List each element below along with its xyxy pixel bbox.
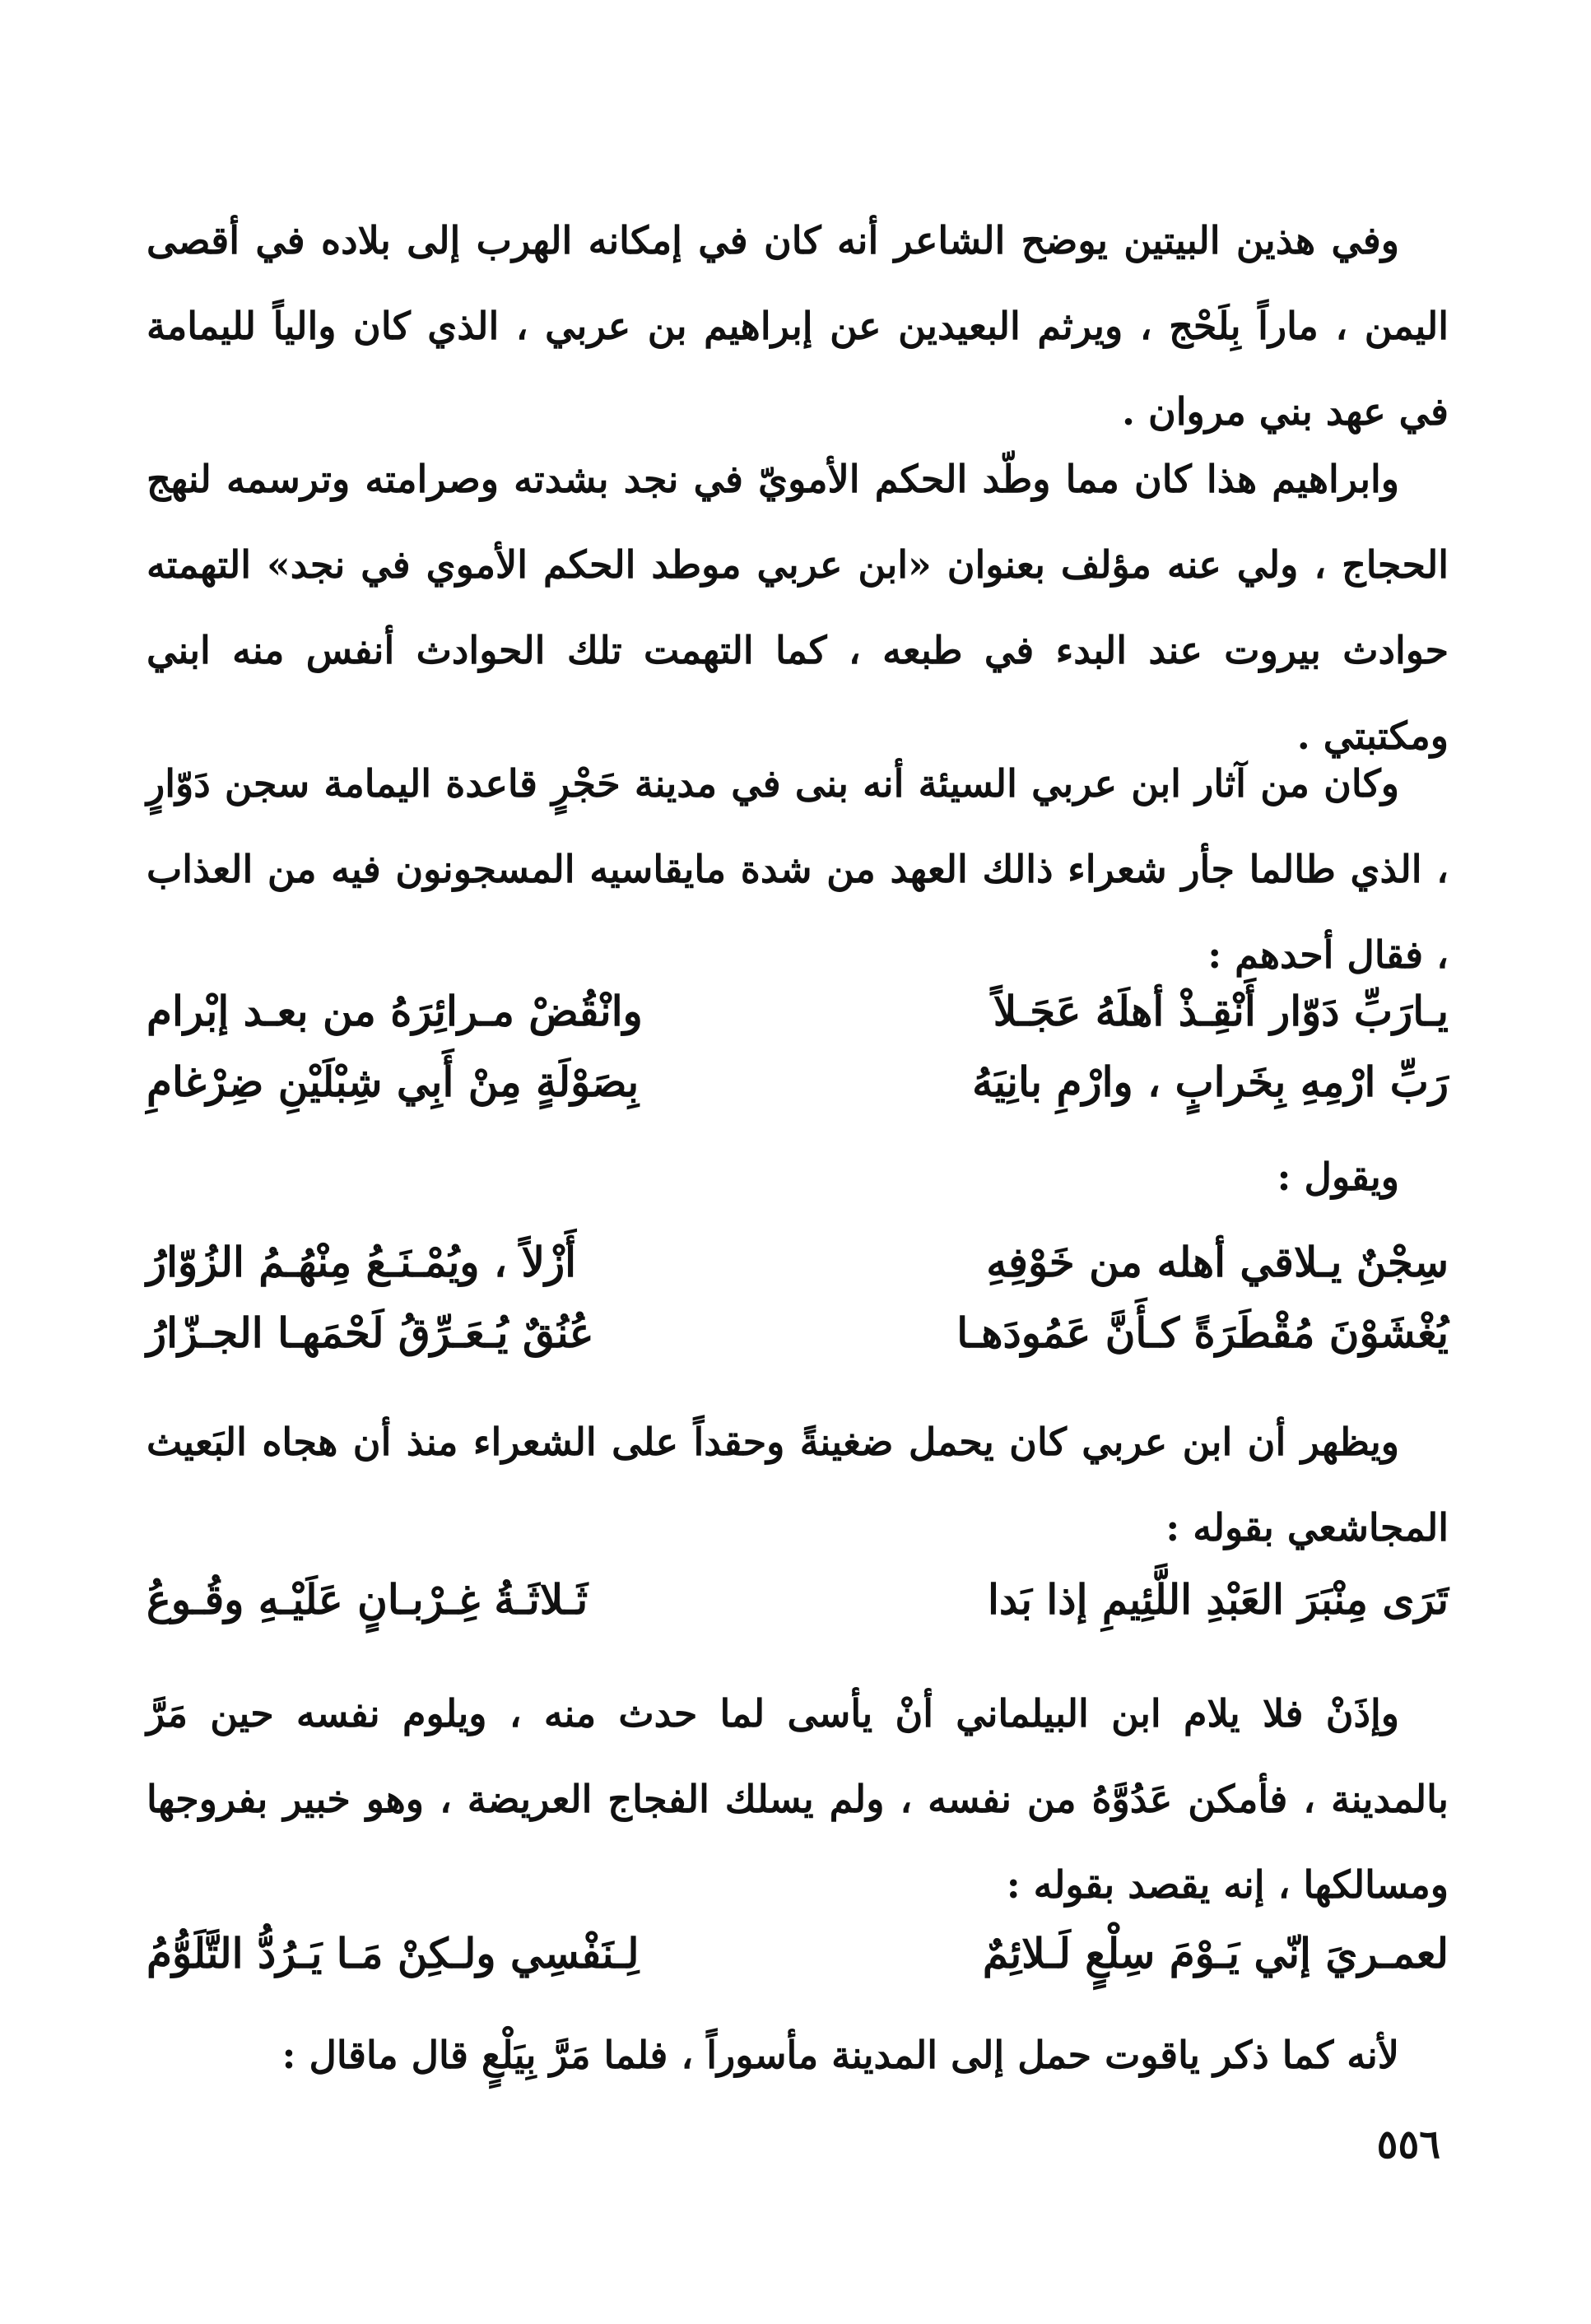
verse-intro: ويقول : [1277,1155,1399,1199]
paragraph-3: وكان من آثار ابن عربي السيئة أنه بنى في مدينة حَجْرٍ قاعدة اليمامة سجن دَوّارٍ ، الذي طالما جأر شعراء ذالك العهد من شدة مايقاسيه المسجونون فيه من العذاب ، فقال أحدهم : [147,761,1449,977]
verse-hemistich-left: لِـنَفْسِي ولـكِنْ مَـا يَـرُدُّ التَّلَوُّمُ [147,1928,640,1978]
verse-hemistich-right: لعمـريَ إنّي يَـوْمَ سِلْعٍ لَـلائِمٌ [982,1928,1449,1978]
verse-hemistich-left: عُنُقٌ يُـعَـرِّقُ لَحْمَهـا الجـزّارُ [147,1308,594,1357]
verse-line [147,1917,1449,1988]
verse-hemistich-left: بِصَوْلَةٍ مِنْ أَبِي شِبْلَيْنِ ضِرْغامِ [147,1057,640,1106]
verse-line [147,1297,1449,1368]
verse-group-3 [147,1564,1449,1634]
verse-hemistich-right: رَبِّ ارْمِهِ بِخَرابٍ ، وارْمِ بانِيَهُ [972,1057,1449,1106]
paragraph-3-block [147,741,1449,997]
verse-line [147,975,1449,1046]
verse-hemistich-left: أَزْلاً ، ويُمْـنَـعُ مِنْهُـمُ الزُوّارُ [147,1237,577,1286]
verse-hemistich-right: سِجْنٌ يـلاقي أهله من خَوْفِهِ [986,1237,1449,1286]
paragraph-6: لأنه كما ذكر ياقوت حمل إلى المدينة مأسوراً ، فلما مَرَّ بِيَلْعٍ قال ماقال : [281,2033,1399,2077]
verse-hemistich-left: وانْقُضْ مـرائِرَهُ من بعـد إبْرام [147,986,643,1035]
paragraph-1: وفي هذين البيتين يوضح الشاعر أنه كان في إمكانه الهرب إلى بلاده في أقصى اليمن ، ماراً بِلَحْج ، ويرثم البعيدين عن إبراهيم بن عربي ، الذي كان والياً لليمامة في عهد بني مروان . [147,218,1449,434]
paragraph-5-block [147,1671,1449,1927]
verse-intro-block [147,1140,1449,1214]
verse-hemistich-right: يـارَبِّ دَوّار أَنْقِـذْ أهلَهُ عَجَـلاً [993,986,1449,1035]
page-number: ٥٥٦ [1376,2122,1440,2168]
verse-line [147,1046,1449,1117]
verse-hemistich-right: تَرَى مِنْبَرَ العَبْدِ اللَّئِيمِ إذا بَدا [987,1574,1449,1624]
paragraph-2-block [147,436,1449,779]
verse-group-2 [147,1226,1449,1368]
paragraph-6-block [147,2012,1449,2098]
verse-group-4 [147,1917,1449,1988]
paragraph-4: ويظهر أن ابن عربي كان يحمل ضغينةً وحقداً على الشعراء منذ أن هجاه البَعيث المجاشعي بقوله : [147,1420,1449,1550]
paragraph-1-block [147,198,1449,454]
verse-line [147,1226,1449,1297]
paragraph-2: وابراهيم هذا كان مما وطّد الحكم الأمويّ في نجد بشدته وصرامته وترسمه لنهج الحجاج ، ولي عنه مؤلف بعنوان «ابن عربي موطد الحكم الأموي في نجد» التهمته حوادث بيروت عند البدء في طبعه ، كما التهمت تلك الحوادث أنفس منه ابني ومكتبتي . [147,457,1449,758]
paragraph-4-block [147,1399,1449,1570]
verse-line [147,1564,1449,1634]
paragraph-5: وإذَنْ فلا يلام ابن البيلماني أنْ يأسى لما حدث منه ، ويلوم نفسه حين مَرَّ بالمدينة ، فأمكن عَدُوَّهُ من نفسه ، ولم يسلك الفجاج العريضة ، وهو خبير بفروجها ومسالكها ، إنه يقصد بقوله : [147,1691,1449,1907]
verse-hemistich-left: ثَـلاثَـةُ غِـرْبـانٍ عَلَيْـهِ وقُـوعُ [147,1574,588,1624]
verse-group-1 [147,975,1449,1117]
verse-hemistich-right: يُغْشَوْنَ مُقْطَرَةً كـأَنَّ عَمُودَهـا [956,1308,1449,1357]
